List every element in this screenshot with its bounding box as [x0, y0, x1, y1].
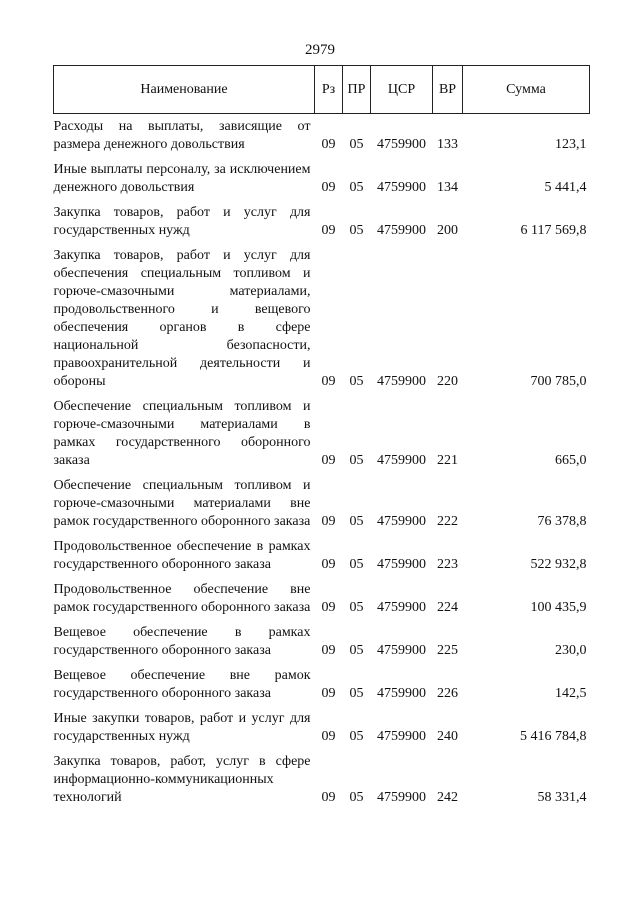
table-row: [54, 581, 590, 624]
row-sum: 230,0: [555, 643, 587, 658]
row-pr: 05: [349, 137, 364, 152]
row-vr: 223: [437, 557, 458, 572]
row-name: Закупка товаров, работ и услуг для государственных нужд: [53, 205, 311, 238]
row-csr: 4759900: [377, 453, 426, 468]
table-header: [54, 66, 590, 114]
header-row: [54, 66, 590, 114]
row-vr: 200: [437, 223, 458, 238]
table-row: [54, 538, 590, 581]
row-sum: 100 435,9: [530, 600, 587, 615]
row-pr: 05: [349, 223, 364, 238]
row-sum: 76 378,8: [537, 514, 587, 529]
row-rz: 09: [321, 514, 336, 529]
row-pr: 05: [349, 600, 364, 615]
row-name: Иные закупки товаров, работ и услуг для государственных нужд: [53, 711, 311, 744]
row-vr: 224: [437, 600, 458, 615]
table-row: [54, 204, 590, 247]
row-name: Обеспечение специальным топливом и горюче-смазочными материалами в рамках государственного оборонного заказа: [53, 399, 311, 468]
row-name: Продовольственное обеспечение вне рамок государственного оборонного заказа: [53, 582, 311, 615]
header-vr: ВР: [433, 66, 463, 114]
header-name: Наименование: [54, 66, 315, 114]
row-rz: 09: [321, 790, 336, 805]
row-name: Расходы на выплаты, зависящие от размера денежного довольствия: [53, 119, 311, 152]
row-pr: 05: [349, 453, 364, 468]
row-csr: 4759900: [377, 686, 426, 701]
row-pr: 05: [349, 686, 364, 701]
row-rz: 09: [321, 643, 336, 658]
row-sum: 123,1: [555, 137, 587, 152]
table-row: [54, 667, 590, 710]
row-pr: 05: [349, 514, 364, 529]
row-csr: 4759900: [377, 180, 426, 195]
row-name: Обеспечение специальным топливом и горюче-смазочными материалами вне рамок государственного оборонного заказа: [53, 478, 311, 529]
row-name: Закупка товаров, работ, услуг в сфере информационно-коммуникационных технологий: [53, 754, 311, 805]
header-rz: Рз: [315, 66, 343, 114]
row-rz: 09: [321, 453, 336, 468]
table-row: [54, 477, 590, 538]
row-pr: 05: [349, 557, 364, 572]
row-sum: 58 331,4: [537, 790, 587, 805]
row-pr: 05: [349, 374, 364, 389]
header-csr: ЦСР: [371, 66, 433, 114]
row-csr: 4759900: [377, 790, 426, 805]
table-row: [54, 753, 590, 814]
row-vr: 226: [437, 686, 458, 701]
row-sum: 5 416 784,8: [520, 729, 587, 744]
table-row: [54, 114, 590, 162]
row-vr: 225: [437, 643, 458, 658]
row-rz: 09: [321, 729, 336, 744]
row-sum: 142,5: [555, 686, 587, 701]
row-csr: 4759900: [377, 137, 426, 152]
page-number: 2979: [305, 42, 335, 58]
row-rz: 09: [321, 137, 336, 152]
row-name: Закупка товаров, работ и услуг для обеспечения специальным топливом и горюче-смазочными материалами, продовольственного и вещевого обеспечения органов в сфере национальной безопасности, правоохранительной деятельности и обороны: [53, 248, 311, 389]
row-rz: 09: [321, 374, 336, 389]
row-rz: 09: [321, 686, 336, 701]
row-sum: 665,0: [555, 453, 587, 468]
row-pr: 05: [349, 643, 364, 658]
row-rz: 09: [321, 180, 336, 195]
row-vr: 220: [437, 374, 458, 389]
row-sum: 700 785,0: [530, 374, 587, 389]
row-rz: 09: [321, 600, 336, 615]
row-pr: 05: [349, 180, 364, 195]
table-row: [54, 398, 590, 477]
header-pr: ПР: [343, 66, 371, 114]
row-name: Продовольственное обеспечение в рамках государственного оборонного заказа: [53, 539, 311, 572]
table-row: [54, 624, 590, 667]
row-vr: 222: [437, 514, 458, 529]
row-sum: 522 932,8: [530, 557, 587, 572]
row-vr: 221: [437, 453, 458, 468]
row-vr: 134: [437, 180, 458, 195]
row-sum: 6 117 569,8: [520, 223, 587, 238]
row-rz: 09: [321, 223, 336, 238]
budget-table: [53, 65, 590, 814]
row-csr: 4759900: [377, 223, 426, 238]
row-rz: 09: [321, 557, 336, 572]
row-name: Иные выплаты персоналу, за исключением денежного довольствия: [53, 162, 311, 195]
row-name: Вещевое обеспечение в рамках государственного оборонного заказа: [53, 625, 311, 658]
row-csr: 4759900: [377, 514, 426, 529]
table-row: [54, 710, 590, 753]
header-sum: Сумма: [463, 66, 590, 114]
row-csr: 4759900: [377, 374, 426, 389]
row-csr: 4759900: [377, 729, 426, 744]
row-vr: 240: [437, 729, 458, 744]
row-pr: 05: [349, 790, 364, 805]
table-body: [54, 114, 590, 815]
row-sum: 5 441,4: [544, 180, 587, 195]
row-vr: 242: [437, 790, 458, 805]
row-csr: 4759900: [377, 557, 426, 572]
row-name: Вещевое обеспечение вне рамок государственного оборонного заказа: [53, 668, 311, 701]
row-vr: 133: [437, 137, 458, 152]
table-row: [54, 161, 590, 204]
row-csr: 4759900: [377, 600, 426, 615]
row-pr: 05: [349, 729, 364, 744]
table-row: [54, 247, 590, 398]
row-csr: 4759900: [377, 643, 426, 658]
